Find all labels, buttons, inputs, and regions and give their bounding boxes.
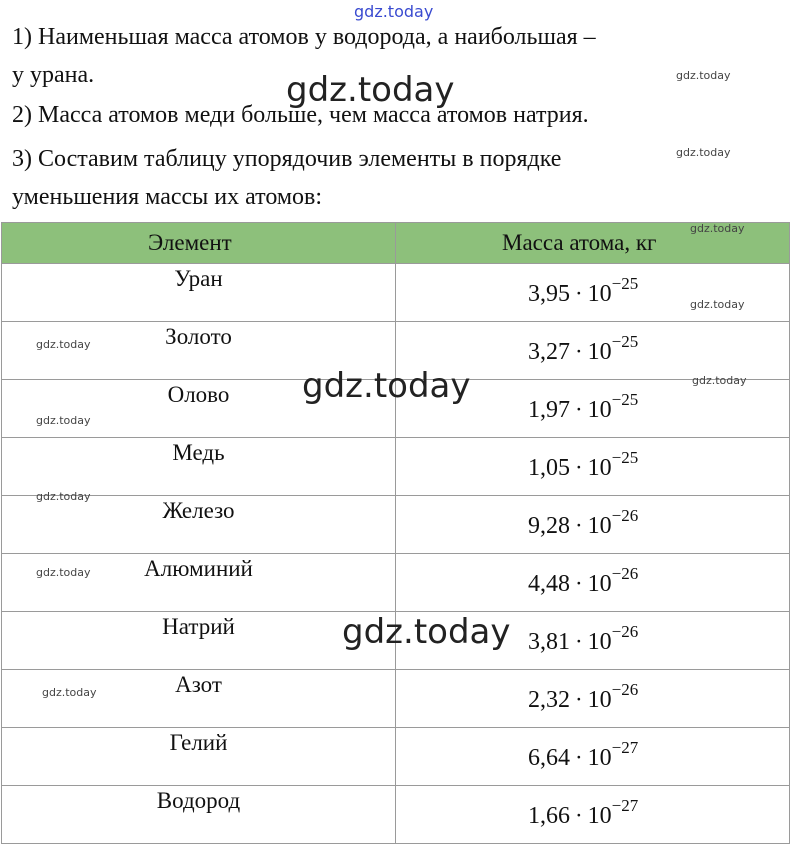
table-row (2, 554, 790, 612)
watermark: gdz.today (302, 366, 471, 406)
mass-exponent: −26 (611, 622, 639, 641)
mass-mantissa: 4,48 (528, 571, 570, 597)
paragraph-3-line-1: 3) Составим таблицу упорядочив элементы в порядке (12, 146, 562, 172)
mass-exponent: −27 (611, 796, 639, 815)
paragraph-3 (12, 140, 561, 216)
atom-mass: $1,66 \cdot 10^{-27}$ (396, 786, 790, 844)
mass-exponent: −26 (611, 506, 639, 525)
mass-exponent: −27 (611, 738, 639, 757)
atom-mass: $4,48 \cdot 10^{-26}$ (396, 554, 790, 612)
atom-mass: $3,27 \cdot 10^{-25}$ (396, 322, 790, 380)
element-name: Водород (2, 786, 396, 844)
mass-mantissa: 3,95 (528, 281, 570, 307)
atom-mass: $2,32 \cdot 10^{-26}$ (396, 670, 790, 728)
element-name: Олово (2, 380, 396, 438)
atom-mass: $6,64 \cdot 10^{-27}$ (396, 728, 790, 786)
atom-mass-table (1, 222, 790, 844)
table-row (2, 728, 790, 786)
mass-exponent: −25 (611, 332, 639, 351)
table-row (2, 264, 790, 322)
element-name: Натрий (2, 612, 396, 670)
watermark: gdz.today (676, 69, 731, 82)
element-name: Золото (2, 322, 396, 380)
paragraph-1-line-2: у урана. (12, 62, 95, 88)
mass-mantissa: 1,97 (528, 397, 570, 423)
atom-mass: $1,97 \cdot 10^{-25}$ (396, 380, 790, 438)
watermark: gdz.today (36, 414, 91, 427)
watermark: gdz.today (690, 222, 745, 235)
element-name: Медь (2, 438, 396, 496)
watermark-top: gdz.today (354, 2, 434, 21)
table-row (2, 438, 790, 496)
mass-mantissa: 1,05 (528, 455, 570, 481)
paragraph-1-line-1: 1) Наименьшая масса атомов у водорода, а наибольшая – (12, 24, 596, 50)
mass-mantissa: 3,27 (528, 339, 570, 365)
header-element: Элемент (2, 223, 396, 264)
table-row (2, 496, 790, 554)
paragraph-2-line-1: 2) Масса атомов меди больше, чем масса атомов натрия. (12, 102, 589, 128)
mass-mantissa: 1,66 (528, 803, 570, 829)
watermark: gdz.today (286, 70, 455, 110)
atom-mass: $3,95 \cdot 10^{-25}$ (396, 264, 790, 322)
header-mass: Масса атома, кг (396, 223, 790, 264)
watermark: gdz.today (692, 374, 747, 387)
table-row (2, 670, 790, 728)
watermark: gdz.today (690, 298, 745, 311)
paragraph-3-line-2: уменьшения массы их атомов: (12, 184, 323, 210)
mass-mantissa: 6,64 (528, 745, 570, 771)
watermark: gdz.today (42, 686, 97, 699)
element-name: Алюминий (2, 554, 396, 612)
element-name: Гелий (2, 728, 396, 786)
element-name: Железо (2, 496, 396, 554)
mass-exponent: −25 (611, 390, 639, 409)
watermark: gdz.today (36, 566, 91, 579)
table-header-row (2, 223, 790, 264)
mass-exponent: −25 (611, 274, 639, 293)
element-name: Уран (2, 264, 396, 322)
atom-mass: $3,81 \cdot 10^{-26}$ (396, 612, 790, 670)
watermark: gdz.today (36, 490, 91, 503)
element-name: Азот (2, 670, 396, 728)
mass-exponent: −26 (611, 680, 639, 699)
table-row (2, 786, 790, 844)
atom-mass: $1,05 \cdot 10^{-25}$ (396, 438, 790, 496)
mass-exponent: −26 (611, 564, 639, 583)
watermark: gdz.today (342, 612, 511, 652)
watermark: gdz.today (676, 146, 731, 159)
mass-exponent: −25 (611, 448, 639, 467)
watermark: gdz.today (36, 338, 91, 351)
atom-mass: $9,28 \cdot 10^{-26}$ (396, 496, 790, 554)
mass-mantissa: 9,28 (528, 513, 570, 539)
mass-mantissa: 3,81 (528, 629, 570, 655)
mass-mantissa: 2,32 (528, 687, 570, 713)
